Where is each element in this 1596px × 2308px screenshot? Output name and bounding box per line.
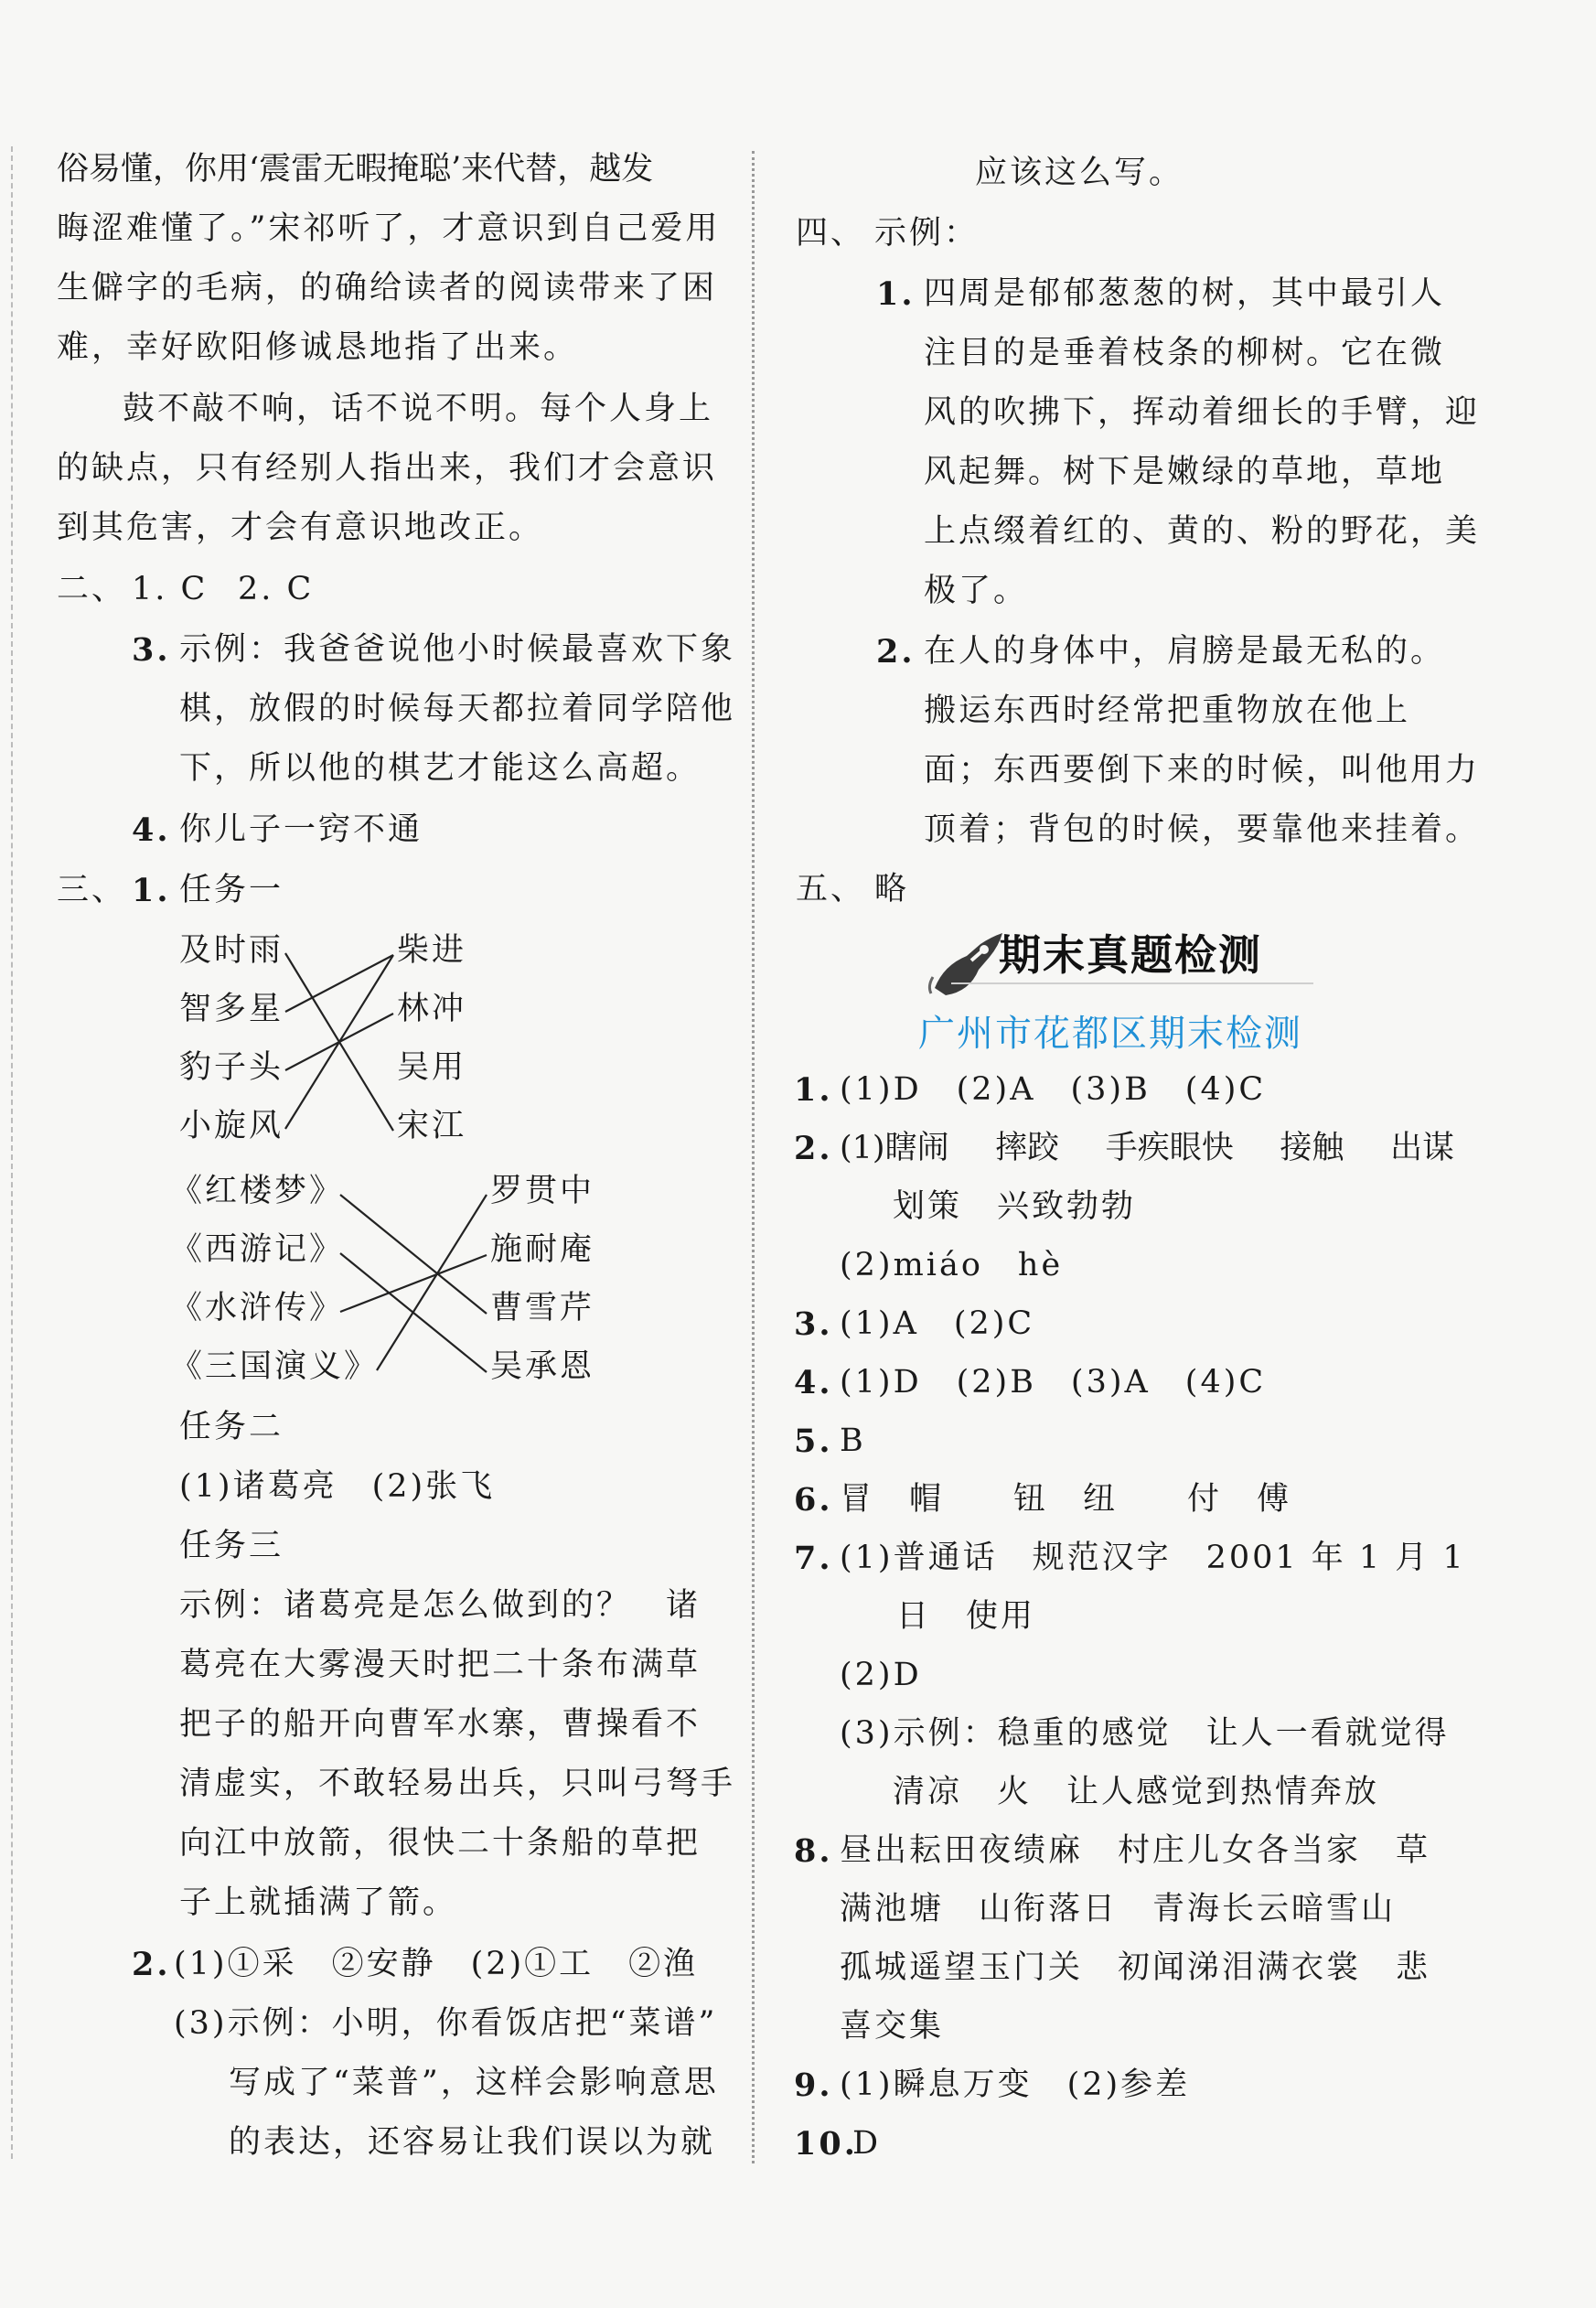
- match2-line-2: [340, 1255, 487, 1312]
- match1-right-1: 林冲: [397, 991, 467, 1027]
- ans2-word-1: 摔跤: [995, 1130, 1060, 1166]
- para2-line-1: 鼓不敲不响，话不说不明。每个人身上: [123, 391, 714, 427]
- ans8-line-4: 喜交集: [840, 2008, 945, 2045]
- sec4-q2-line-2: 搬运东西时经常把重物放在他上: [924, 692, 1411, 729]
- sec2-q4-num: 4.: [132, 811, 171, 849]
- ans8-line-3: 孤城遥望玉门关 初闻涕泪满衣裳 悲: [840, 1949, 1431, 1986]
- sec2-q3-line-3: 下，所以他的棋艺才能这么高超。: [179, 750, 702, 787]
- section-subtitle: 广州市花都区期末检测: [918, 1013, 1302, 1055]
- task2-title: 任务二: [179, 1409, 284, 1445]
- ans9-num: 9.: [794, 2066, 833, 2104]
- para1-line-2: 晦涩难懂了。”宋祁听了，才意识到自己爱用: [57, 210, 721, 247]
- ans3-text: (1)A (2)C: [840, 1305, 1035, 1342]
- ans8-num: 8.: [794, 1832, 833, 1870]
- sec2-q3-line-2: 棋，放假的时候每天都拉着同学陪他: [179, 691, 736, 727]
- ans5-text: B: [840, 1422, 866, 1459]
- ans6-text: 冒 帽 钮 纽 付 傅: [840, 1481, 1292, 1518]
- match2-right-1: 施耐庵: [490, 1231, 595, 1268]
- ans2-word-2: 手疾眼快: [1105, 1130, 1234, 1166]
- para1-line-1: 俗易懂，你用‘震雷无暇掩聪’来代替，越发: [57, 151, 654, 188]
- sec3-label: 三、: [57, 872, 127, 908]
- task3-title: 任务三: [179, 1528, 284, 1564]
- match2-left-1: 《西游记》: [170, 1231, 345, 1268]
- ans2-line-1: [840, 1130, 1454, 1166]
- sec3-q2-part1: (1)①采 ②安静 (2)①工 ②渔: [174, 1946, 699, 1982]
- task3-line-3: 把子的船开向曹军水寨，曹操看不: [179, 1706, 702, 1743]
- sec4-q1-num: 1.: [876, 275, 916, 313]
- rocket-icon: [926, 924, 1008, 997]
- ans2-word-0: (1)瞎闹: [840, 1130, 949, 1166]
- ans1-num: 1.: [794, 1071, 833, 1109]
- ans7-line-5: 清凉 火 让人感觉到热情奔放: [893, 1774, 1380, 1810]
- sec2-q1: 1. C: [132, 571, 209, 607]
- para1-line-3: 生僻字的毛病，的确给读者的阅读带来了困: [57, 270, 718, 306]
- banner-underline: [951, 982, 1313, 984]
- task3-line-6: 子上就插满了箭。: [179, 1884, 458, 1921]
- match2-right-2: 曹雪芹: [490, 1290, 595, 1326]
- ans8-line-1: 昼出耘田夜绩麻 村庄儿女各当家 草: [840, 1832, 1431, 1869]
- para1-line-4: 难，幸好欧阳修诚恳地指了出来。: [57, 329, 579, 366]
- sec2-q3-line-1: 示例：我爸爸说他小时候最喜欢下象: [179, 631, 736, 668]
- banner-title: 期末真题检测: [999, 930, 1262, 980]
- sec4-q1-line-6: 极了。: [924, 573, 1029, 609]
- ans2-word-4: 出谋: [1389, 1130, 1454, 1166]
- match1-left-2: 豹子头: [179, 1049, 284, 1086]
- task1-title: 任务一: [179, 872, 284, 908]
- ans6-num: 6.: [794, 1481, 833, 1519]
- ans4-num: 4.: [794, 1364, 833, 1401]
- sec4-q2-line-4: 顶着；背包的时候，要靠他来挂着。: [924, 811, 1481, 848]
- sec4-q1-line-5: 上点缀着红的、黄的、粉的野花，美: [924, 513, 1481, 550]
- ans7-line-4: (3)示例：稳重的感觉 让人一看就觉得: [840, 1715, 1450, 1752]
- sec2-q2: 2. C: [238, 571, 315, 607]
- task3-line-1: 示例：诸葛亮是怎么做到的？ 诸: [179, 1587, 702, 1624]
- para2-line-2: 的缺点，只有经别人指出来，我们才会意识: [57, 450, 718, 487]
- ans2-word-3: 接触: [1280, 1130, 1344, 1166]
- match2-left-3: 《三国演义》: [170, 1348, 380, 1385]
- match2-right-3: 吴承恩: [490, 1348, 595, 1385]
- ans3-num: 3.: [794, 1305, 833, 1343]
- match1-right-0: 柴进: [397, 932, 467, 969]
- match2-left-2: 《水浒传》: [170, 1290, 345, 1326]
- ans7-line-2: 日 使用: [896, 1598, 1036, 1635]
- ans4-text: (1)D (2)B (3)A (4)C: [840, 1364, 1267, 1401]
- right-continued-line: 应该这么写。: [975, 155, 1184, 191]
- sec4-q1-line-3: 风的吹拂下，挥动着细长的手臂，迎: [924, 394, 1481, 431]
- task2-answer: (1)诸葛亮 (2)张飞: [179, 1468, 496, 1505]
- ans2-line-3: (2)miáo hè: [840, 1247, 1064, 1283]
- sec3-q2-num: 2.: [132, 1946, 171, 1983]
- sec4-q1-line-4: 风起舞。树下是嫩绿的草地，草地: [924, 454, 1446, 490]
- ans2-line-2: 划策 兴致勃勃: [893, 1188, 1137, 1225]
- task3-line-4: 清虚实，不敢轻易出兵，只叫弓弩手: [179, 1766, 736, 1802]
- task3-line-5: 向江中放箭，很快二十条船的草把: [179, 1825, 702, 1862]
- sec4-q1-line-2: 注目的是垂着枝条的柳树。它在微: [924, 335, 1446, 371]
- sec2-q3-num: 3.: [132, 631, 171, 669]
- sec2-label: 二、: [57, 571, 127, 607]
- match2-line-0: [340, 1195, 487, 1314]
- ans8-line-2: 满池塘 山衔落日 青海长云暗雪山: [840, 1891, 1397, 1927]
- ans2-num: 2.: [794, 1130, 833, 1167]
- sec5-text: 略: [874, 871, 910, 907]
- match2-left-0: 《红楼梦》: [170, 1173, 345, 1209]
- match2-line-3: [377, 1195, 487, 1370]
- ans9-text: (1)瞬息万变 (2)参差: [840, 2066, 1191, 2103]
- sec4-q1-line-1: 四周是郁郁葱葱的树，其中最引人: [924, 275, 1446, 312]
- match2-right-0: 罗贯中: [490, 1173, 595, 1209]
- para2-line-3: 到其危害，才会有意识地改正。: [57, 510, 544, 546]
- match1-right-2: 吴用: [397, 1049, 467, 1086]
- sec2-q4: 你儿子一窍不通: [179, 811, 423, 848]
- match1-left-3: 小旋风: [179, 1108, 284, 1144]
- ans1-text: (1)D (2)A (3)B (4)C: [840, 1071, 1267, 1108]
- sec3-q2-part3-line-2: 写成了“菜普”，这样会影响意思: [229, 2065, 719, 2101]
- sec4-q2-line-1: 在人的身体中，肩膀是最无私的。: [924, 633, 1446, 670]
- ans10-num: 10.: [794, 2125, 858, 2163]
- match1-left-1: 智多星: [179, 991, 284, 1027]
- sec3-q2-part3-line-1: (3)示例：小明，你看饭店把“菜谱”: [174, 2005, 718, 2042]
- ans7-line-1: (1)普通话 规范汉字 2001 年 1 月 1: [840, 1540, 1466, 1576]
- sec4-q2-num: 2.: [876, 633, 916, 671]
- sec3-q1-num: 1.: [132, 872, 171, 909]
- match1-right-3: 宋江: [397, 1108, 467, 1144]
- ans5-num: 5.: [794, 1422, 833, 1460]
- ans7-num: 7.: [794, 1540, 833, 1577]
- sec4-q2-line-3: 面；东西要倒下来的时候，叫他用力: [924, 752, 1481, 789]
- ans7-line-3: (2)D: [840, 1657, 922, 1693]
- task3-line-2: 葛亮在大雾漫天时把二十条布满草: [179, 1647, 702, 1683]
- sec4-head: 示例：: [874, 215, 980, 252]
- ans10-text: D: [852, 2125, 882, 2162]
- match1-line-1: [285, 955, 393, 1012]
- sec4-label: 四、: [796, 215, 866, 252]
- match1-left-0: 及时雨: [179, 932, 284, 969]
- sec5-label: 五、: [796, 871, 866, 907]
- sec3-q2-part3-line-3: 的表达，还容易让我们误以为就: [229, 2124, 716, 2161]
